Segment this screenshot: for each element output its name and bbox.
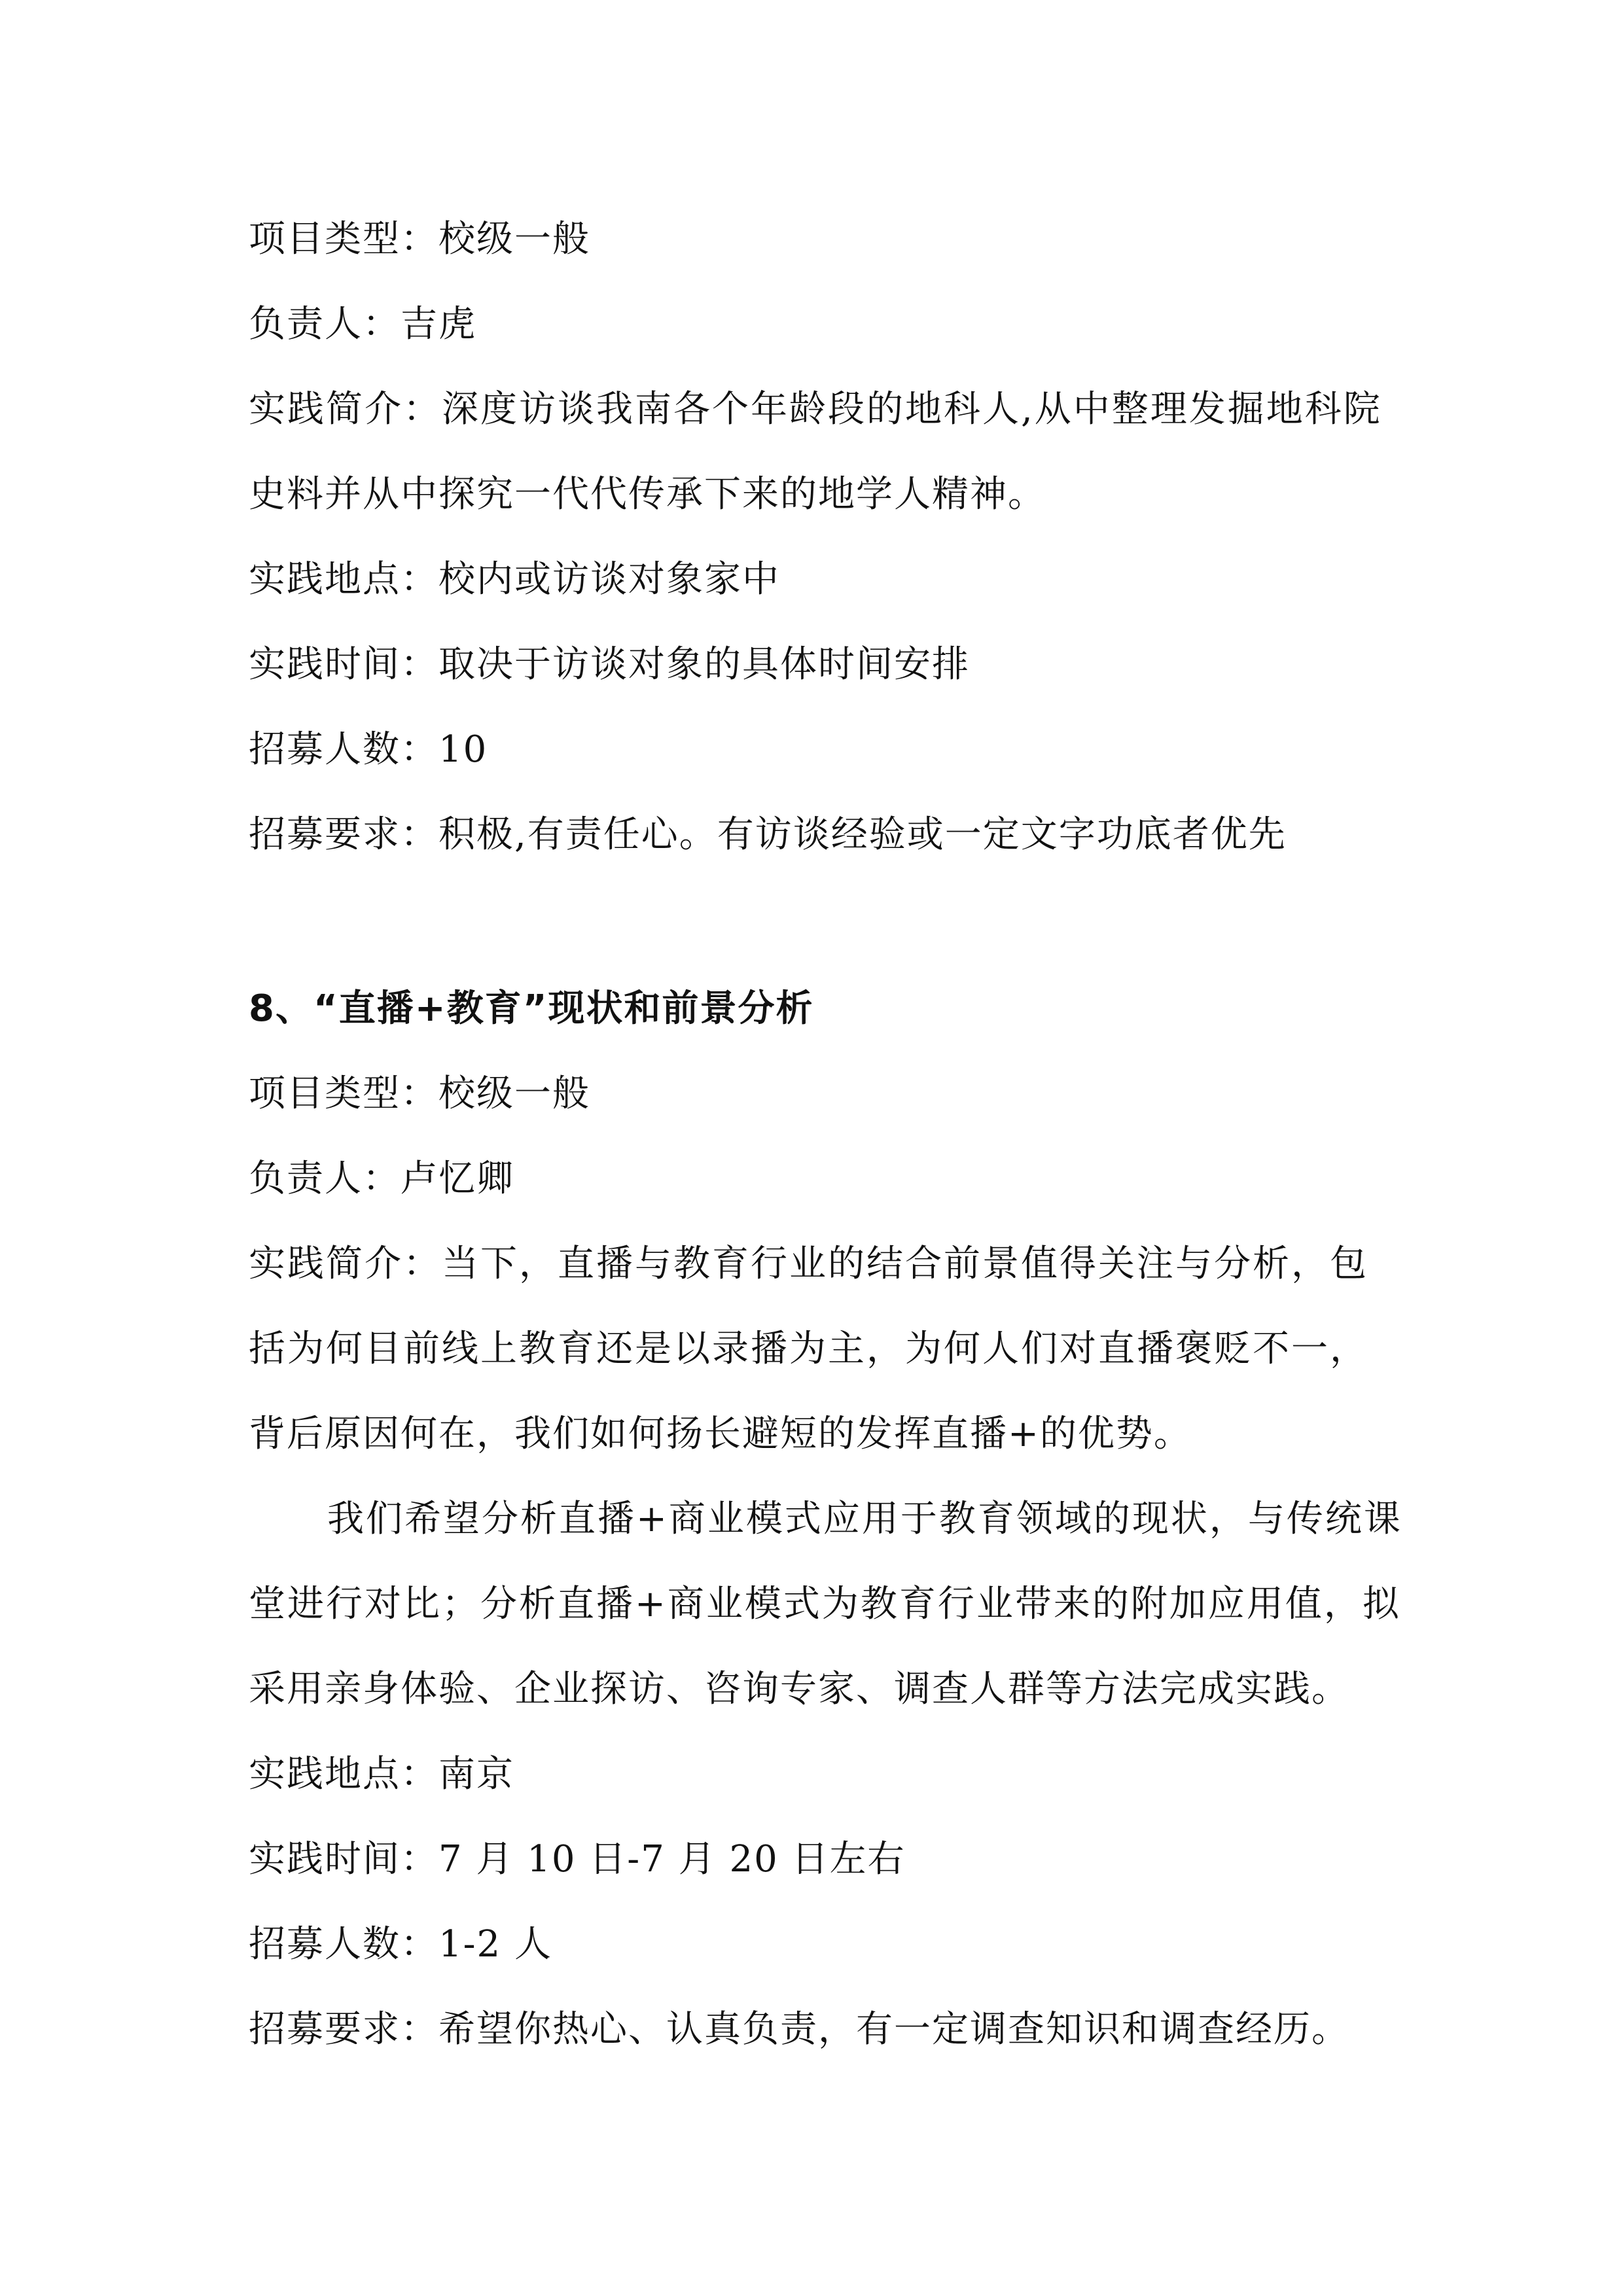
project-intro-line: 背后原因何在，我们如何扬长避短的发挥直播+的优势。	[249, 1413, 1192, 1455]
project-location-line: 实践地点：校内或访谈对象家中	[249, 558, 780, 601]
project-paragraph-line: 我们希望分析直播+商业模式应用于教育领域的现状，与传统课	[327, 1498, 1402, 1540]
project-intro-line: 括为何目前线上教育还是以录播为主，为何人们对直播褒贬不一，	[249, 1328, 1368, 1370]
recruit-count-line: 招募人数：1-2 人	[249, 1923, 552, 1966]
project-location-line: 实践地点：南京	[249, 1753, 514, 1795]
project-paragraph-line: 采用亲身体验、企业探访、咨询专家、调查人群等方法完成实践。	[249, 1668, 1349, 1710]
project-type-line: 项目类型：校级一般	[249, 218, 590, 260]
recruit-requirement-line: 招募要求：希望你热心、认真负责，有一定调查知识和调查经历。	[249, 2008, 1349, 2051]
project-leader-line: 负责人：吉虎	[249, 303, 476, 345]
project-intro-line: 史料并从中探究一代代传承下来的地学人精神。	[249, 473, 1046, 516]
recruit-count-line: 招募人数：10	[249, 728, 488, 771]
project-type-line: 项目类型：校级一般	[249, 1072, 590, 1115]
project-paragraph-line: 堂进行对比；分析直播+商业模式为教育行业带来的附加应用值，拟	[249, 1583, 1401, 1625]
project-time-line: 实践时间：取决于访谈对象的具体时间安排	[249, 643, 970, 686]
section-heading: 8、“直播+教育”现状和前景分析	[249, 987, 814, 1030]
project-intro-line: 实践简介：深度访谈我南各个年龄段的地科人,从中整理发掘地科院	[249, 388, 1382, 431]
project-leader-line: 负责人：卢忆卿	[249, 1157, 514, 1200]
project-intro-line: 实践简介：当下，直播与教育行业的结合前景值得关注与分析，包	[249, 1243, 1368, 1285]
recruit-requirement-line: 招募要求：积极,有责任心。有访谈经验或一定文字功底者优先	[249, 813, 1287, 856]
project-time-line: 实践时间：7 月 10 日-7 月 20 日左右	[249, 1838, 906, 1881]
